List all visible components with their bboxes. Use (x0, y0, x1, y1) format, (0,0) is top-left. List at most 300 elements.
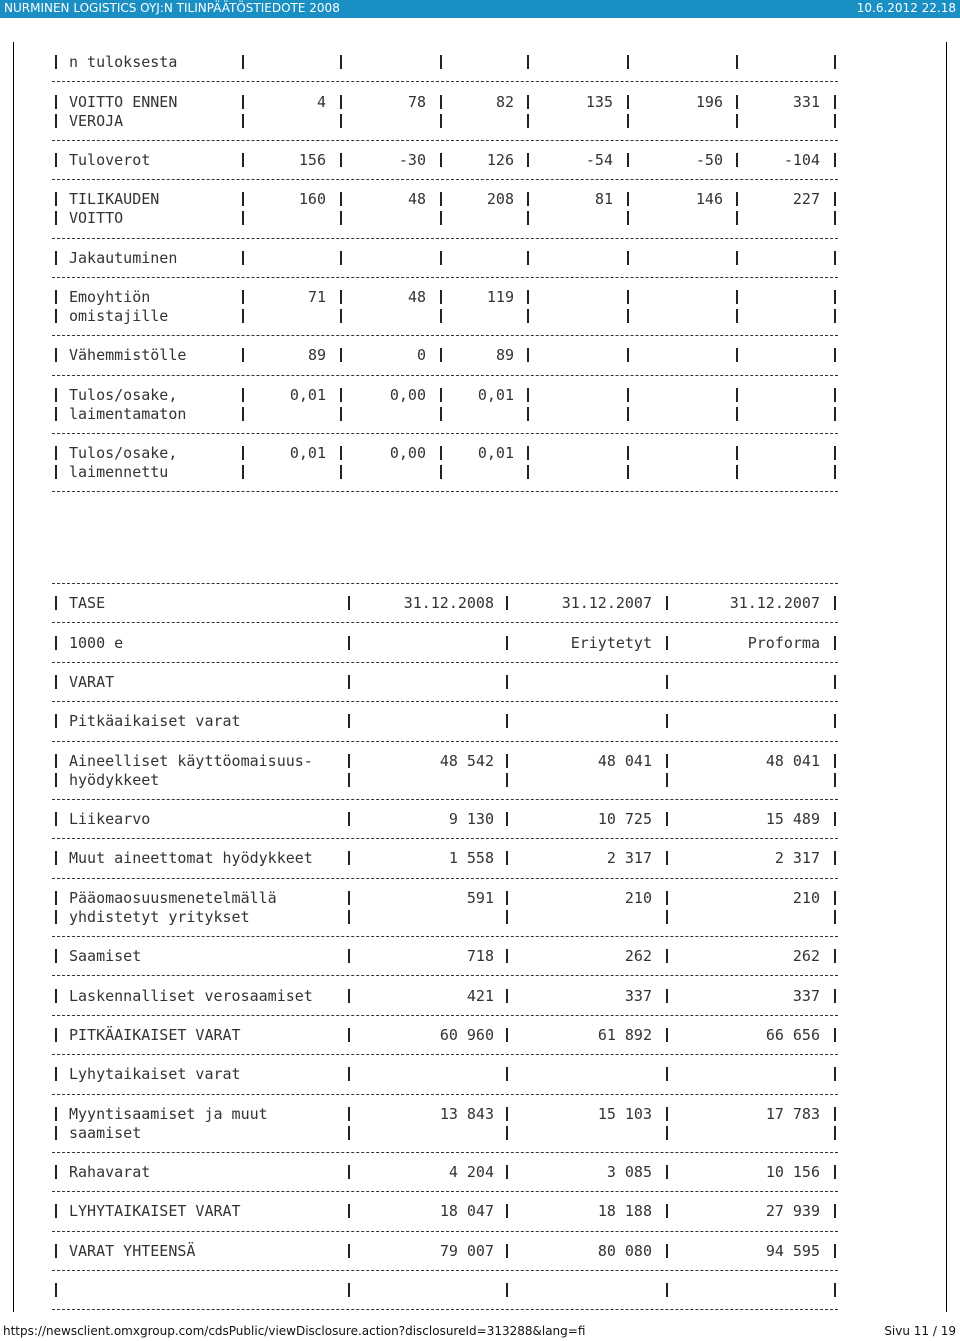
cell-border (736, 153, 738, 167)
cell-border (834, 153, 836, 167)
cell-border (736, 114, 738, 128)
cell-border (527, 407, 529, 421)
cell-value: 18 188 (597, 1202, 652, 1221)
cell-border (834, 55, 836, 69)
row-line (52, 849, 838, 868)
row-line (52, 1105, 838, 1124)
cell-value: 160 (298, 190, 326, 209)
cell-border (527, 348, 529, 362)
cell-border (348, 910, 350, 924)
cell-border (627, 114, 629, 128)
cell-border (834, 989, 836, 1003)
cell-border (527, 290, 529, 304)
table-row (52, 880, 838, 936)
income-statement-table (52, 44, 838, 493)
cell-border (666, 675, 668, 689)
cell-border (834, 812, 836, 826)
table-row (52, 181, 838, 237)
row-separator (52, 1309, 838, 1311)
row-label: laimennettu (69, 463, 169, 482)
cell-border (834, 1107, 836, 1121)
cell-border (340, 114, 342, 128)
cell-value: 10 725 (597, 810, 652, 829)
cell-border (666, 1107, 668, 1121)
cell-border (834, 949, 836, 963)
cell-border (666, 1204, 668, 1218)
cell-border (506, 1028, 508, 1042)
row-label: LYHYTAIKAISET VARAT (69, 1202, 241, 1221)
cell-value: 94 595 (765, 1241, 820, 1260)
row-line (52, 1163, 838, 1182)
row-label: Tuloverot (69, 150, 151, 169)
cell-border (348, 1283, 350, 1297)
cell-border (348, 1165, 350, 1179)
cell-value: 61 892 (597, 1025, 652, 1044)
cell-value: -30 (398, 150, 426, 169)
cell-border (506, 1204, 508, 1218)
cell-border (242, 465, 244, 479)
row-line (52, 463, 838, 482)
cell-value: 0,01 (289, 444, 326, 463)
cell-border (527, 251, 529, 265)
cell-border (55, 153, 57, 167)
table-row (52, 1233, 838, 1270)
cell-border (55, 989, 57, 1003)
cell-value: 81 (594, 190, 613, 209)
cell-value: -50 (695, 150, 723, 169)
footer-bar (0, 1324, 960, 1341)
table-row (52, 664, 838, 701)
cell-border (834, 754, 836, 768)
cell-border (55, 290, 57, 304)
cell-border (440, 348, 442, 362)
cell-border (834, 114, 836, 128)
row-line (52, 634, 838, 653)
cell-border (736, 95, 738, 109)
row-line (52, 1242, 838, 1261)
row-line (52, 209, 838, 228)
row-label: n tuloksesta (69, 53, 178, 72)
cell-border (55, 407, 57, 421)
cell-value: 156 (298, 150, 326, 169)
cell-border (627, 407, 629, 421)
cell-value: 196 (695, 92, 723, 111)
row-line (52, 1026, 838, 1045)
row-line (52, 987, 838, 1006)
cell-border (627, 211, 629, 225)
cell-border (506, 773, 508, 787)
table-row (52, 840, 838, 877)
cell-value: 0,00 (389, 444, 426, 463)
row-line (52, 386, 838, 405)
cell-border (527, 95, 529, 109)
row-label: Aineelliset käyttöomaisuus- (69, 751, 313, 770)
cell-border (834, 910, 836, 924)
cell-border (834, 714, 836, 728)
row-line (52, 151, 838, 170)
cell-value: 0,01 (477, 444, 514, 463)
row-line (52, 752, 838, 771)
cell-border (55, 1126, 57, 1140)
cell-value: 119 (486, 288, 514, 307)
row-label: Tulos/osake, (69, 444, 178, 463)
cell-border (834, 290, 836, 304)
cell-border (627, 309, 629, 323)
cell-border (666, 754, 668, 768)
cell-border (440, 153, 442, 167)
table-row (52, 240, 838, 277)
cell-border (736, 348, 738, 362)
cell-value: 60 960 (439, 1025, 494, 1044)
cell-border (55, 596, 57, 610)
row-line (52, 594, 838, 613)
page-border-left (13, 42, 14, 1312)
table-row (52, 1154, 838, 1191)
table-row (52, 1193, 838, 1230)
table-row (52, 1096, 838, 1152)
cell-value: 71 (307, 288, 326, 307)
row-label: Myyntisaamiset ja muut (69, 1104, 268, 1123)
cell-border (340, 211, 342, 225)
cell-value: 13 843 (439, 1104, 494, 1123)
cell-border (527, 114, 529, 128)
row-line (52, 1065, 838, 1084)
row-label: VARAT (69, 672, 115, 691)
cell-border (666, 1244, 668, 1258)
cell-border (527, 153, 529, 167)
cell-value: 4 204 (448, 1163, 494, 1182)
cell-border (55, 309, 57, 323)
cell-border (440, 95, 442, 109)
cell-border (666, 1067, 668, 1081)
cell-border (348, 812, 350, 826)
cell-border (348, 596, 350, 610)
row-line (52, 673, 838, 692)
row-line (52, 112, 838, 131)
cell-border (506, 812, 508, 826)
row-separator (52, 491, 838, 493)
cell-value: 262 (624, 947, 652, 966)
cell-border (834, 95, 836, 109)
cell-border (55, 636, 57, 650)
cell-border (627, 348, 629, 362)
row-label: Rahavarat (69, 1163, 151, 1182)
cell-border (736, 407, 738, 421)
cell-border (242, 446, 244, 460)
row-line (52, 810, 838, 829)
cell-border (834, 388, 836, 402)
cell-value: 0 (416, 346, 426, 365)
cell-value: 80 080 (597, 1241, 652, 1260)
balance-sheet-table (52, 583, 838, 1311)
cell-border (506, 636, 508, 650)
cell-border (348, 636, 350, 650)
table-row (52, 142, 838, 179)
cell-value: 9 130 (448, 810, 494, 829)
cell-border (348, 1067, 350, 1081)
page-number: Sivu 11 / 19 (884, 1324, 956, 1338)
cell-value: 48 041 (765, 751, 820, 770)
cell-value: 66 656 (765, 1025, 820, 1044)
cell-border (55, 1107, 57, 1121)
table-row (52, 624, 838, 661)
cell-value: 2 317 (606, 849, 652, 868)
cell-value: Proforma (747, 633, 820, 652)
cell-border (666, 910, 668, 924)
cell-border (55, 949, 57, 963)
row-label: Pitkäaikaiset varat (69, 712, 241, 731)
cell-value: 10 156 (765, 1163, 820, 1182)
cell-border (506, 1244, 508, 1258)
row-label: Muut aineettomat hyödykkeet (69, 849, 313, 868)
cell-border (834, 675, 836, 689)
cell-border (666, 1283, 668, 1297)
cell-border (506, 1126, 508, 1140)
cell-value: 208 (486, 190, 514, 209)
cell-value: 126 (486, 150, 514, 169)
table-row (52, 337, 838, 374)
footer-url: https://newsclient.omxgroup.com/cdsPublic/viewDisclosure.action?disclosureId=313288&lang=fi (3, 1324, 586, 1338)
row-label: Laskennalliset verosaamiset (69, 986, 313, 1005)
table-row (52, 377, 838, 433)
cell-border (627, 251, 629, 265)
cell-border (666, 812, 668, 826)
cell-border (834, 773, 836, 787)
cell-border (55, 192, 57, 206)
cell-border (627, 465, 629, 479)
cell-value: 210 (624, 888, 652, 907)
cell-border (440, 309, 442, 323)
cell-border (348, 891, 350, 905)
cell-border (834, 1204, 836, 1218)
row-label: VOITTO (69, 209, 124, 228)
cell-border (527, 388, 529, 402)
cell-border (440, 407, 442, 421)
header-bar (0, 0, 960, 18)
row-label: Emoyhtiön (69, 288, 151, 307)
row-line (52, 346, 838, 365)
row-label: saamiset (69, 1123, 142, 1142)
cell-border (55, 446, 57, 460)
cell-value: 262 (792, 947, 820, 966)
row-label: Saamiset (69, 947, 142, 966)
cell-border (736, 55, 738, 69)
row-label: TASE (69, 594, 106, 613)
cell-value: 31.12.2008 (403, 594, 494, 613)
cell-value: Eriytetyt (570, 633, 652, 652)
cell-border (834, 192, 836, 206)
cell-border (340, 95, 342, 109)
cell-border (55, 348, 57, 362)
cell-border (348, 754, 350, 768)
cell-border (348, 989, 350, 1003)
cell-value: 591 (466, 888, 494, 907)
cell-border (340, 348, 342, 362)
cell-value: 0,01 (289, 385, 326, 404)
row-line (52, 1202, 838, 1221)
cell-border (666, 596, 668, 610)
cell-value: 718 (466, 947, 494, 966)
cell-border (242, 309, 244, 323)
cell-border (627, 95, 629, 109)
cell-border (242, 251, 244, 265)
page-border-right (946, 42, 947, 1312)
cell-border (506, 754, 508, 768)
table-row (52, 435, 838, 491)
cell-border (340, 153, 342, 167)
cell-border (627, 55, 629, 69)
cell-border (340, 55, 342, 69)
cell-border (55, 1165, 57, 1179)
cell-border (736, 465, 738, 479)
cell-border (506, 714, 508, 728)
cell-border (348, 773, 350, 787)
cell-border (440, 251, 442, 265)
cell-border (834, 851, 836, 865)
row-line (52, 93, 838, 112)
cell-border (736, 309, 738, 323)
cell-border (666, 1028, 668, 1042)
row-label: VARAT YHTEENSÄ (69, 1241, 196, 1260)
cell-border (440, 114, 442, 128)
cell-border (627, 192, 629, 206)
cell-border (55, 773, 57, 787)
row-label: omistajille (69, 307, 169, 326)
row-label: Tulos/osake, (69, 385, 178, 404)
cell-value: 227 (792, 190, 820, 209)
row-line (52, 288, 838, 307)
row-label: Pääomaosuusmenetelmällä (69, 888, 277, 907)
row-line (52, 444, 838, 463)
cell-border (666, 773, 668, 787)
cell-border (55, 1283, 57, 1297)
cell-value: 337 (624, 986, 652, 1005)
table-row (52, 977, 838, 1014)
cell-border (348, 714, 350, 728)
cell-value: 0,00 (389, 385, 426, 404)
cell-border (348, 1028, 350, 1042)
cell-border (736, 290, 738, 304)
cell-border (242, 192, 244, 206)
cell-border (440, 388, 442, 402)
cell-value: 48 041 (597, 751, 652, 770)
cell-border (348, 851, 350, 865)
cell-border (440, 211, 442, 225)
cell-border (55, 1204, 57, 1218)
cell-border (440, 465, 442, 479)
table-row (52, 83, 838, 139)
row-line (52, 405, 838, 424)
row-label: Vähemmistölle (69, 346, 187, 365)
row-line (52, 190, 838, 209)
cell-border (666, 949, 668, 963)
cell-border (242, 388, 244, 402)
cell-border (55, 1028, 57, 1042)
row-line (52, 889, 838, 908)
cell-border (666, 714, 668, 728)
document-datetime: 10.6.2012 22.18 (856, 1, 956, 15)
cell-value: 18 047 (439, 1202, 494, 1221)
cell-border (340, 407, 342, 421)
table-row (52, 801, 838, 838)
table-row (52, 938, 838, 975)
cell-border (348, 1126, 350, 1140)
cell-border (834, 211, 836, 225)
row-label: VOITTO ENNEN (69, 92, 178, 111)
row-label: 1000 e (69, 633, 124, 652)
cell-value: -54 (585, 150, 613, 169)
cell-border (506, 1283, 508, 1297)
cell-border (834, 446, 836, 460)
cell-border (242, 55, 244, 69)
row-line (52, 771, 838, 790)
table-row (52, 44, 838, 81)
cell-border (55, 1244, 57, 1258)
row-label: TILIKAUDEN (69, 190, 160, 209)
cell-border (834, 891, 836, 905)
cell-border (736, 251, 738, 265)
cell-border (55, 675, 57, 689)
cell-border (834, 1283, 836, 1297)
cell-value: 48 542 (439, 751, 494, 770)
cell-value: 146 (695, 190, 723, 209)
cell-border (55, 851, 57, 865)
cell-value: 210 (792, 888, 820, 907)
cell-border (834, 1028, 836, 1042)
cell-border (340, 465, 342, 479)
cell-value: 2 317 (774, 849, 820, 868)
cell-border (55, 1067, 57, 1081)
cell-border (834, 309, 836, 323)
cell-border (736, 211, 738, 225)
cell-border (340, 290, 342, 304)
cell-border (627, 446, 629, 460)
cell-value: 15 103 (597, 1104, 652, 1123)
row-line (52, 1124, 838, 1143)
cell-border (506, 949, 508, 963)
cell-value: 15 489 (765, 810, 820, 829)
cell-border (55, 465, 57, 479)
cell-border (527, 465, 529, 479)
cell-border (242, 290, 244, 304)
cell-border (834, 1067, 836, 1081)
cell-value: 331 (792, 92, 820, 111)
cell-border (506, 596, 508, 610)
cell-border (506, 851, 508, 865)
row-line (52, 908, 838, 927)
cell-border (340, 309, 342, 323)
cell-border (55, 95, 57, 109)
cell-border (627, 388, 629, 402)
cell-border (348, 949, 350, 963)
cell-value: 0,01 (477, 385, 514, 404)
cell-border (834, 251, 836, 265)
cell-value: 79 007 (439, 1241, 494, 1260)
cell-value: 48 (407, 190, 426, 209)
cell-border (242, 153, 244, 167)
row-label: Lyhytaikaiset varat (69, 1065, 241, 1084)
cell-border (834, 407, 836, 421)
cell-value: 89 (495, 346, 514, 365)
cell-border (627, 153, 629, 167)
row-line (52, 249, 838, 268)
cell-value: 135 (585, 92, 613, 111)
row-label: Jakautuminen (69, 248, 178, 267)
table-row (52, 1272, 838, 1309)
cell-border (527, 211, 529, 225)
cell-border (834, 348, 836, 362)
cell-border (527, 192, 529, 206)
